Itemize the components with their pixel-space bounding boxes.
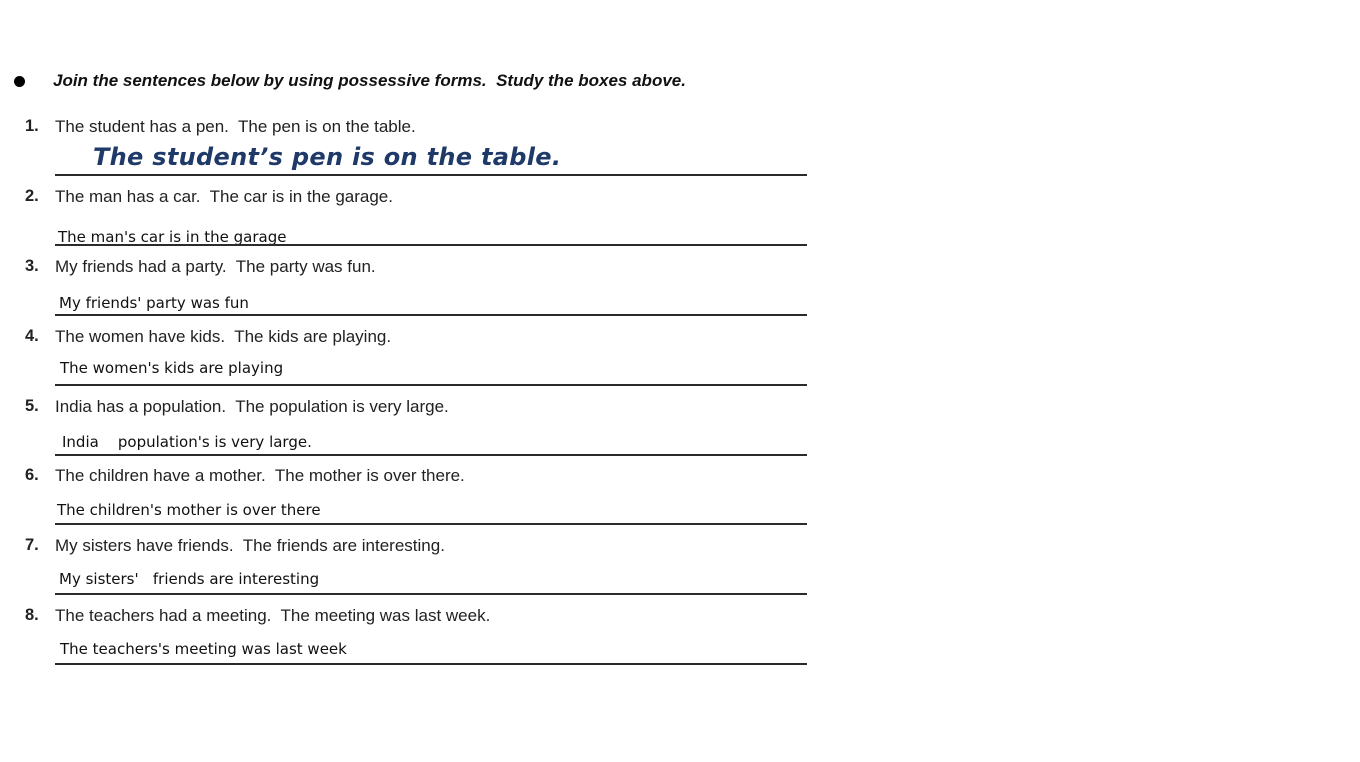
item-number: 1. xyxy=(25,117,39,135)
item-prompt: The student has a pen. The pen is on the table. xyxy=(55,117,416,136)
exercise-item-7 xyxy=(0,536,820,606)
answer-text[interactable]: The man's car is in the garage xyxy=(58,228,287,246)
answer-text[interactable]: My friends' party was fun xyxy=(59,294,249,312)
item-prompt: The man has a car. The car is in the garage. xyxy=(55,187,393,206)
instruction-text: Join the sentences below by using possessive forms. Study the boxes above. xyxy=(53,71,686,90)
exercise-item-6 xyxy=(0,466,820,536)
bullet-icon xyxy=(14,76,25,87)
item-number: 6. xyxy=(25,466,39,484)
item-prompt: My friends had a party. The party was fun. xyxy=(55,257,376,276)
item-prompt: My sisters have friends. The friends are interesting. xyxy=(55,536,445,555)
answer-line xyxy=(55,174,807,176)
answer-text[interactable]: The women's kids are playing xyxy=(60,359,284,377)
exercise-item-1 xyxy=(0,117,820,187)
exercise-item-3 xyxy=(0,257,820,327)
instruction-row xyxy=(14,69,686,93)
item-prompt: India has a population. The population is very large. xyxy=(55,397,449,416)
answer-line xyxy=(55,593,807,595)
exercise-item-8 xyxy=(0,606,820,676)
answer-text[interactable]: The children's mother is over there xyxy=(57,501,321,519)
item-number: 7. xyxy=(25,536,39,554)
exercise-item-2 xyxy=(0,187,820,257)
item-number: 5. xyxy=(25,397,39,415)
item-prompt: The children have a mother. The mother is over there. xyxy=(55,466,465,485)
answer-text[interactable]: The student’s pen is on the table. xyxy=(93,143,562,171)
exercise-item-5 xyxy=(0,397,820,467)
answer-text[interactable]: India population's is very large. xyxy=(62,433,312,451)
item-number: 3. xyxy=(25,257,39,275)
answer-line xyxy=(55,523,807,525)
item-prompt: The women have kids. The kids are playing. xyxy=(55,327,392,346)
answer-line xyxy=(55,384,807,386)
answer-line xyxy=(55,314,807,316)
item-number: 8. xyxy=(25,606,39,624)
answer-line xyxy=(55,663,807,665)
answer-text[interactable]: My sisters' friends are interesting xyxy=(59,570,320,588)
item-number: 4. xyxy=(25,327,39,345)
item-number: 2. xyxy=(25,187,39,205)
answer-line xyxy=(55,244,807,246)
answer-line xyxy=(55,454,807,456)
answer-text[interactable]: The teachers's meeting was last week xyxy=(60,640,347,658)
item-prompt: The teachers had a meeting. The meeting was last week. xyxy=(55,606,491,625)
exercise-item-4 xyxy=(0,327,820,397)
